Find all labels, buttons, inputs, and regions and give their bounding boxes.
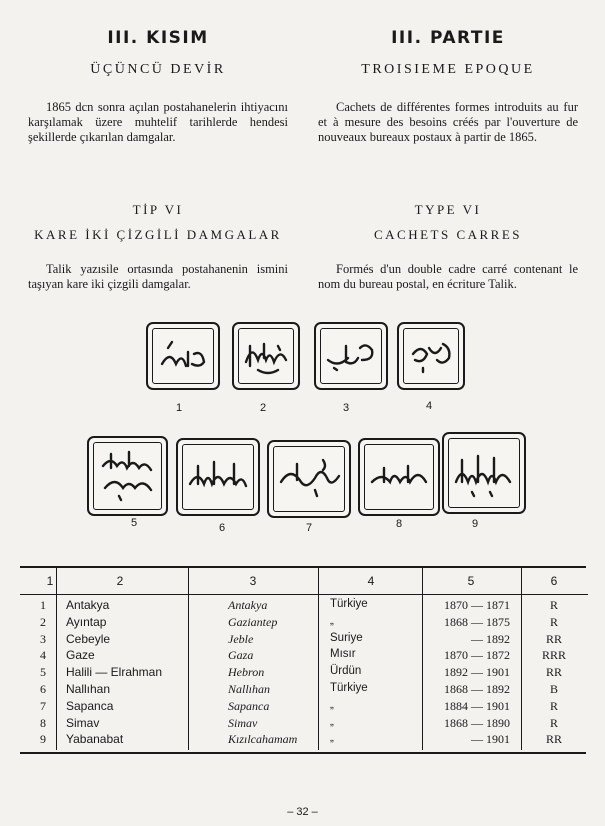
- table-cell-name: Gaze: [66, 648, 95, 663]
- table-cell-no: 7: [40, 698, 46, 713]
- table-cell-rarity: R: [549, 698, 558, 713]
- stamp-ayintap-image: [232, 322, 300, 390]
- table-cell-modern: Jeble: [228, 631, 254, 646]
- table-cell-country: Mısır: [330, 648, 356, 661]
- table-header-cell: 5: [467, 574, 475, 588]
- table-cell-name: Nallıhan: [66, 682, 111, 696]
- table-cell-rarity: R: [549, 715, 558, 730]
- epoch-title-tr: ÜÇÜNCÜ DEVİR: [90, 62, 226, 77]
- table-header-cell: 2: [116, 574, 124, 588]
- table-cell-name: Simav: [66, 715, 100, 730]
- table-cell-years: 1868 — 1890: [444, 715, 510, 730]
- table-cell-country: „: [330, 698, 334, 711]
- table-cell-no: 9: [40, 732, 46, 747]
- cachets-title-fr: CACHETS CARRES: [373, 227, 523, 242]
- table-cell-years: 1870 — 1872: [444, 648, 510, 663]
- table-cell-name: Sapanca: [66, 698, 114, 713]
- epoch-title-fr: TROISIEME EPOQUE: [361, 62, 535, 77]
- table-cell-name: Yabanabat: [66, 732, 124, 747]
- stamp-sapanca-image: [267, 440, 351, 518]
- table-cell-no: 5: [40, 665, 46, 680]
- stamp-simav-image: [358, 438, 440, 516]
- stamp-halili-elrahman-image: [87, 436, 168, 516]
- table-cell-no: 4: [40, 648, 46, 663]
- stamp-yabanabat-image: [442, 432, 526, 514]
- table-cell-country: Suriye: [330, 631, 363, 644]
- table-cell-rarity: RR: [545, 631, 562, 646]
- table-cell-name: Cebeyle: [66, 631, 111, 646]
- part-title-fr: III. PARTIE: [391, 28, 505, 48]
- stamp-number: 2: [260, 402, 267, 414]
- table-cell-rarity: RR: [545, 732, 562, 747]
- stamp-number: 3: [343, 402, 350, 414]
- table-cell-modern: Antakya: [228, 598, 268, 612]
- stamp-number: 7: [306, 522, 313, 534]
- table-cell-country: „: [330, 715, 334, 728]
- table-cell-rarity: R: [549, 614, 558, 629]
- table-cell-rarity: RR: [545, 665, 562, 680]
- table-header-cell: 1: [46, 574, 54, 588]
- table-cell-years: 1884 — 1901: [444, 698, 510, 713]
- stamp-number: 8: [396, 518, 403, 530]
- table-cell-years: 1870 — 1871: [444, 598, 510, 612]
- table-cell-years: — 1892: [471, 631, 510, 646]
- table-cell-modern: Gaziantep: [228, 614, 278, 629]
- table-cell-modern: Nallıhan: [228, 682, 271, 696]
- description-paragraph-tr: Talik yazısile ortasında postahanenin ismini taşıyan kare iki çizgili damgalar.: [28, 262, 288, 291]
- table-cell-years: — 1901: [471, 732, 510, 747]
- stamp-number: 5: [131, 517, 138, 529]
- table-cell-years: 1868 — 1892: [444, 682, 510, 696]
- table-cell-name: Antakya: [66, 598, 110, 612]
- type-title-tr: TİP VI: [132, 202, 184, 217]
- description-paragraph-fr: Formés d'un double cadre carré contenant le nom du bureau postal, en écriture Talik.: [318, 262, 578, 291]
- table-cell-no: 2: [40, 614, 46, 629]
- table-header-cell: 3: [249, 574, 257, 588]
- table-cell-country: „: [330, 614, 334, 627]
- table-cell-country: „: [330, 732, 334, 745]
- table-cell-country: Ürdün: [330, 665, 362, 678]
- page-number: – 32 –: [287, 806, 318, 818]
- table-cell-modern: Sapanca: [228, 698, 270, 713]
- table-cell-rarity: B: [549, 682, 558, 696]
- table-cell-no: 8: [40, 715, 46, 730]
- stamp-gaze-image: [397, 322, 465, 390]
- header-divider: [20, 594, 588, 595]
- stamp-nallihan-image: [176, 438, 260, 516]
- table-cell-name: Ayıntap: [66, 614, 107, 629]
- table-cell-modern: Simav: [228, 715, 258, 730]
- table-cell-modern: Hebron: [228, 665, 265, 680]
- table-cell-rarity: R: [549, 598, 558, 612]
- table-cell-name: Halili — Elrahman: [66, 665, 163, 680]
- cachets-title-tr: KARE İKİ ÇİZGİLİ DAMGALAR: [34, 227, 282, 242]
- stamp-number: 6: [219, 522, 226, 534]
- intro-paragraph-fr: Cachets de différentes formes introduits au fur et à mesure des besoins créés par l'ouverture de nouveaux bureaux postaux à partir de 1865.: [318, 100, 578, 144]
- table-cell-modern: Kızılcahamam: [228, 732, 298, 747]
- stamp-cebeyle-image: [314, 322, 388, 390]
- table-cell-rarity: RRR: [541, 648, 566, 663]
- stamp-antakya-image: [146, 322, 220, 390]
- intro-paragraph-tr: 1865 dcn sonra açılan postahanelerin ihtiyacını karşılamak üzere muhtelif tarihlerde hendesi şekillerde çıkarılan damgalar.: [28, 100, 288, 144]
- type-title-fr: TYPE VI: [414, 202, 482, 217]
- table-cell-country: Türkiye: [330, 598, 368, 610]
- stamp-number: 1: [176, 402, 183, 414]
- table-cell-years: 1892 — 1901: [444, 665, 510, 680]
- part-title-tr: III. KISIM: [107, 28, 209, 48]
- table-header-cell: 6: [550, 574, 558, 588]
- table-header-cell: 4: [367, 574, 375, 588]
- table-cell-modern: Gaza: [228, 648, 254, 663]
- table-cell-no: 3: [40, 631, 46, 646]
- table-cell-no: 6: [40, 682, 46, 696]
- stamp-number: 9: [472, 518, 479, 530]
- table-cell-no: 1: [40, 598, 46, 612]
- stamp-number: 4: [426, 400, 433, 412]
- table-cell-years: 1868 — 1875: [444, 614, 510, 629]
- table-cell-country: Türkiye: [330, 682, 368, 694]
